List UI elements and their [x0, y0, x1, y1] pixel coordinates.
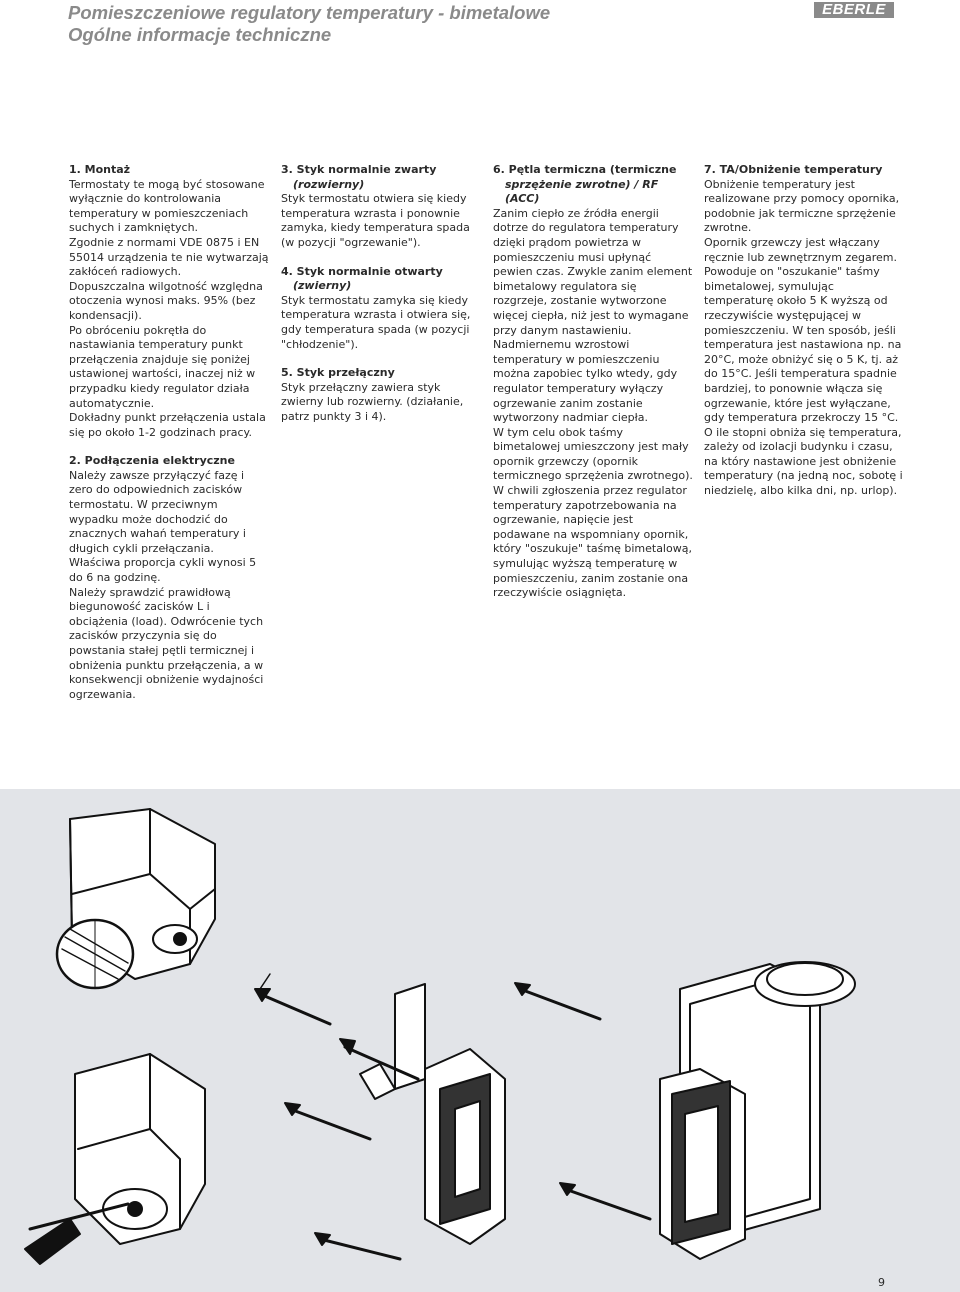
eberle-logo: EBERLE — [814, 2, 894, 18]
section-1-paragraph: Termostaty te mogą być stosowane wyłącznie do kontrolowania temperatury w pomieszczeniach suchych i zamkniętych. — [69, 177, 265, 235]
section-5-paragraph: Styk przełączny zawiera styk zwierny lub rozwierny. (działanie, patrz punkty 3 i 4). — [281, 380, 464, 423]
section-6-subtitle: sprzężenie zwrotne) / RF (ACC) — [505, 177, 659, 206]
page-title — [68, 2, 550, 46]
installation-illustration-panel — [0, 789, 960, 1292]
section-6-paragraph: Zanim ciepło ze źródła energii dotrze do regulatora temperatury dzięki prądom powietrza w pomieszczeniu musi upłynąć pewien czas. Zwykle zanim element bimetalowy regulatora się rozgrzeje, zostanie wytworzone więcej ciepła, niż jest to wymagane przy danym nastawieniu. Nadmiernemu wzrostowi temperatury w pomieszczeniu można zapobiec tylko wtedy, gdy regulator temperatury wyłączy ogrzewanie zanim zostanie wytworzony nadmiar ciepła. — [493, 206, 693, 425]
section-1-paragraph: Po obróceniu pokrętła do nastawiania temperatury punkt przełączenia znajduje się poniżej ustawionej wartości, inaczej niż w przypadku kiedy regulator działa automatycznie. — [69, 323, 256, 410]
section-7-paragraph: Obniżenie temperatury jest realizowane przy pomocy opornika, podobnie jak termiczne sprzężenie zwrotne. — [704, 177, 900, 235]
page-number: 9 — [878, 1276, 885, 1289]
section-4-subtitle: (zwierny) — [293, 279, 352, 293]
section-7-paragraph: O ile stopni obniża się temperatura, zależy od izolacji budynku i czasu, na który nastawione jest obniżenie temperatury (na jedną noc, sobotę i niedzielę, albo kilka dni, np. urlop). — [704, 425, 903, 498]
section-4-paragraph: Styk termostatu zamyka się kiedy temperatura wzrasta i otwiera się, gdy temperatura spada (w pozycji "chłodzenie"). — [281, 293, 471, 351]
section-6-paragraph: W tym celu obok taśmy bimetalowej umieszczony jest mały opornik grzewczy (opornik termicznego sprzężenia zwrotnego). W chwili zgłoszenia przez regulator temperatury zapotrzebowania na ogrzewanie, napięcie jest podawane na wspomniany opornik, który "oszukuje" taśmę bimetalową, symulując wyższą temperaturę w pomieszczeniu, zanim zostanie ona rzeczywiście osiągnięta. — [493, 425, 693, 600]
installation-illustrations — [0, 789, 960, 1292]
section-2-paragraph: Właściwa proporcja cykli wynosi 5 do 6 na godzinę. — [69, 556, 257, 585]
column-2 — [281, 163, 481, 425]
thermostat-cover-drawing — [57, 809, 215, 988]
section-7-title: 7. TA/Obniżenie temperatury — [704, 163, 883, 176]
section-6-title: 6. Pętla termiczna (termiczne — [493, 163, 677, 176]
section-4-title: 4. Styk normalnie otwarty — [281, 264, 443, 278]
section-2-paragraph: Należy zawsze przyłączyć fazę i zero do odpowiednich zacisków termostatu. W przeciwnym wypadku może dochodzić do znacznych wahań temperatury i długich cykli przełączania. — [69, 468, 246, 555]
section-1-paragraph: Dopuszczalna wilgotność względna otoczenia wynosi maks. 95% (bez kondensacji). — [69, 279, 263, 322]
section-1-paragraph: Zgodnie z normami VDE 0875 i EN 55014 urządzenia te nie wytwarzają zakłóceń radiowych. — [69, 235, 269, 279]
section-7-paragraph: Opornik grzewczy jest włączany ręcznie lub zewnętrznym zegarem. Powoduje on "oszukanie" taśmy bimetalowej, symulując temperaturę około 5 K wyższą od rzeczywiście występującej w pomieszczeniu. W ten sposób, jeśli temperatura jest nastawiona np. na 20°C, może obniżyć się o 5 K, tj. aż do 15°C. Jeśli temperatura spadnie bardziej, to ponownie włącza się ogrzewanie, które jest wyłączane, gdy temperatura przekroczy 15 °C. — [704, 235, 902, 425]
section-5-title: 5. Styk przełączny — [281, 366, 395, 380]
column-4 — [704, 163, 904, 499]
section-1-title: 1. Montaż — [69, 163, 131, 176]
section-1-paragraph: Dokładny punkt przełączenia ustala się po około 1-2 godzinach pracy. — [69, 411, 266, 439]
column-1 — [69, 163, 269, 702]
title-line-1: Pomieszczeniowe regulatory temperatury - bimetalowe — [68, 2, 551, 23]
section-3-paragraph: Styk termostatu otwiera się kiedy temperatura wzrasta i ponownie zamyka, kiedy temperatura spada (w pozycji "ogrzewanie"). — [281, 192, 470, 249]
column-3 — [493, 163, 693, 601]
thermostat-screwdriver-drawing — [25, 1054, 205, 1264]
section-3-subtitle: (rozwierny) — [293, 177, 365, 191]
flush-box-mounting-drawing — [515, 962, 855, 1259]
section-2-paragraph: Należy sprawdzić prawidłową biegunowość zacisków L i obciążenia (load). Odwrócenie tych zacisków przyczynia się do powstania stałej pętli termicznej i obniżenia punktu przełączenia, a w konsekwencji obniżenie wydajności ogrzewania. — [69, 585, 264, 701]
wall-mounting-drawing — [255, 974, 505, 1259]
section-2-title: 2. Podłączenia elektryczne — [69, 454, 235, 468]
section-3-title: 3. Styk normalnie zwarty — [281, 163, 437, 176]
title-line-2: Ogólne informacje techniczne — [68, 24, 332, 45]
